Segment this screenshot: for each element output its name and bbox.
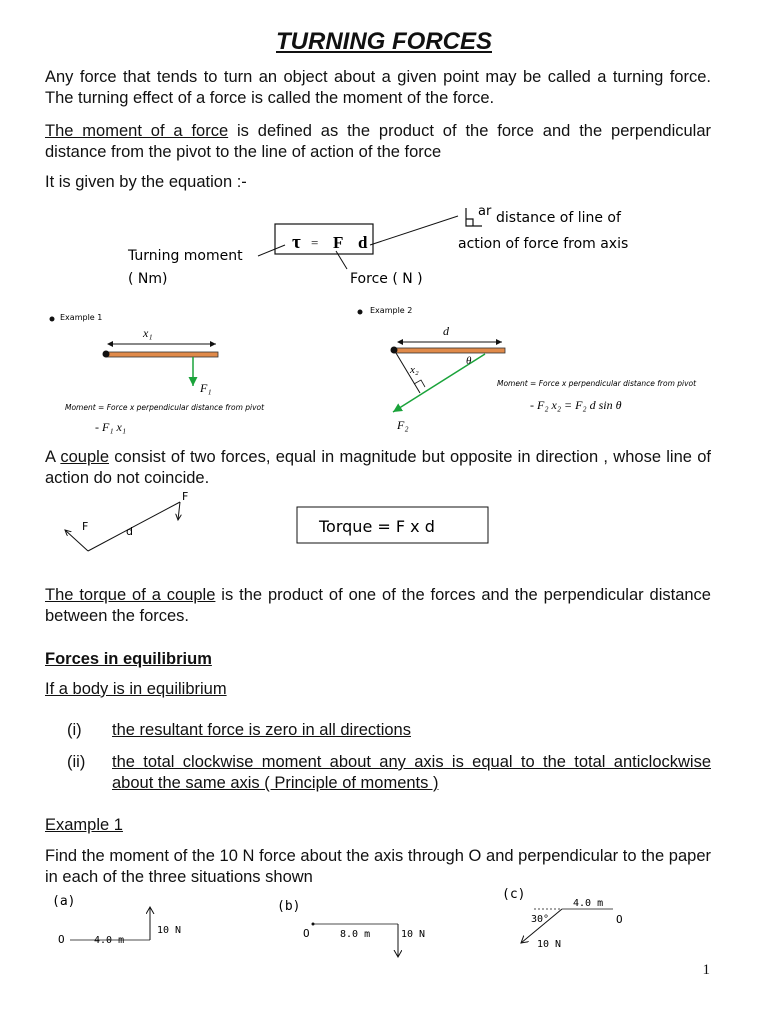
equation-intro: It is given by the equation :- bbox=[45, 173, 247, 191]
example2-d-label: d bbox=[443, 324, 449, 338]
moment-definition-text: is defined as the product of the force and the perpendicular distance from the pivot to the line of action of the force bbox=[45, 122, 711, 161]
equilibrium-subheading: If a body is in equilibrium bbox=[45, 680, 227, 698]
perpendicular-sup: ar bbox=[478, 204, 492, 219]
example2-diagram-label: Example 2 bbox=[370, 306, 413, 315]
situations-diagram bbox=[0, 885, 768, 965]
situation-a-pivot: O bbox=[58, 933, 65, 946]
example1-x1-label: x₁ bbox=[143, 326, 153, 340]
equilibrium-heading: Forces in equilibrium bbox=[45, 650, 212, 668]
couple-force-left: F bbox=[82, 520, 89, 533]
situation-a-distance: 4.0 m bbox=[94, 935, 125, 946]
situation-a-force: 10 N bbox=[157, 925, 182, 936]
example2-x2-label: x₂ bbox=[410, 364, 419, 376]
equilibrium-item-text: the resultant force is zero in all directions bbox=[112, 721, 411, 739]
example2-result: - F₂ x₂ = F₂ d sin θ bbox=[530, 398, 622, 412]
situation-c-angle: 30° bbox=[531, 914, 550, 925]
example1-question: Find the moment of the 10 N force about the axis through O and perpendicular to the paper in each of the three situations shown bbox=[45, 847, 711, 886]
example1-result: - F₁ x₁ bbox=[95, 420, 126, 434]
equilibrium-item-number: (ii) bbox=[67, 753, 86, 771]
example2-pivot bbox=[391, 347, 398, 354]
turning-moment-label: Turning moment bbox=[128, 248, 243, 264]
situation-b-label: (b) bbox=[277, 899, 301, 914]
situation-c-distance: 4.0 m bbox=[573, 898, 604, 909]
couple-diagram bbox=[0, 490, 768, 560]
example1-caption: Moment = Force x perpendicular distance from pivot bbox=[65, 403, 265, 412]
example1-rod bbox=[106, 352, 218, 357]
equation-force-symbol: F bbox=[333, 233, 344, 252]
bullet-icon bbox=[358, 310, 363, 315]
couple-term: couple bbox=[60, 448, 109, 466]
distance-label-line2: action of force from axis bbox=[458, 236, 629, 252]
torque-couple-term: The torque of a couple bbox=[45, 586, 216, 604]
moment-definition bbox=[45, 121, 711, 163]
situation-b-distance: 8.0 m bbox=[340, 929, 371, 940]
example1-heading: Example 1 bbox=[45, 816, 123, 834]
situation-b-force: 10 N bbox=[401, 929, 426, 940]
couple-force-right: F bbox=[182, 490, 189, 503]
situation-c-pivot: O bbox=[616, 913, 623, 926]
example-diagrams bbox=[0, 300, 768, 440]
equilibrium-item-number: (i) bbox=[67, 721, 82, 739]
equation-tau: τ bbox=[292, 232, 301, 253]
example1-pivot bbox=[103, 351, 110, 358]
situation-a-label: (a) bbox=[52, 894, 76, 909]
example2-f2-label: F₂ bbox=[397, 418, 409, 432]
situation-c-force: 10 N bbox=[537, 939, 562, 950]
turning-moment-unit: ( Nm) bbox=[128, 271, 168, 287]
moment-term: The moment of a force bbox=[45, 122, 229, 140]
situation-c-label: (c) bbox=[502, 887, 526, 902]
torque-couple-definition: The torque of a couple is the product of one of the forces and the perpendicular distance between the forces. bbox=[45, 586, 711, 625]
equation-diagram bbox=[0, 195, 768, 295]
couple-distance: d bbox=[126, 525, 133, 538]
intro-paragraph: Any force that tends to turn an object about a given point may be called a turning force. The turning effect of a force is called the moment of the force. bbox=[45, 68, 711, 107]
equilibrium-item-text: the total clockwise moment about any axis is equal to the total anticlockwise about the same axis ( Principle of moments ) bbox=[112, 753, 711, 792]
equation-equals: = bbox=[311, 235, 319, 250]
example2-theta-label: θ bbox=[466, 355, 472, 367]
page-title: TURNING FORCES bbox=[276, 28, 492, 55]
example2-caption: Moment = Force x perpendicular distance from pivot bbox=[497, 379, 697, 388]
example1-f1-label: F₁ bbox=[200, 381, 212, 395]
situation-b-pivot: O bbox=[303, 927, 310, 940]
couple-definition: A couple consist of two forces, equal in magnitude but opposite in direction , whose line of action do not coincide. bbox=[45, 448, 711, 487]
example2-rod bbox=[394, 348, 505, 353]
force-label: Force ( N ) bbox=[350, 271, 423, 287]
bullet-icon bbox=[50, 317, 55, 322]
torque-formula: Torque = F x d bbox=[319, 517, 435, 536]
equation-distance-symbol: d bbox=[358, 233, 368, 252]
distance-label-line1: distance of line of bbox=[496, 210, 621, 226]
example1-diagram-label: Example 1 bbox=[60, 313, 103, 322]
page-number: 1 bbox=[702, 962, 710, 978]
